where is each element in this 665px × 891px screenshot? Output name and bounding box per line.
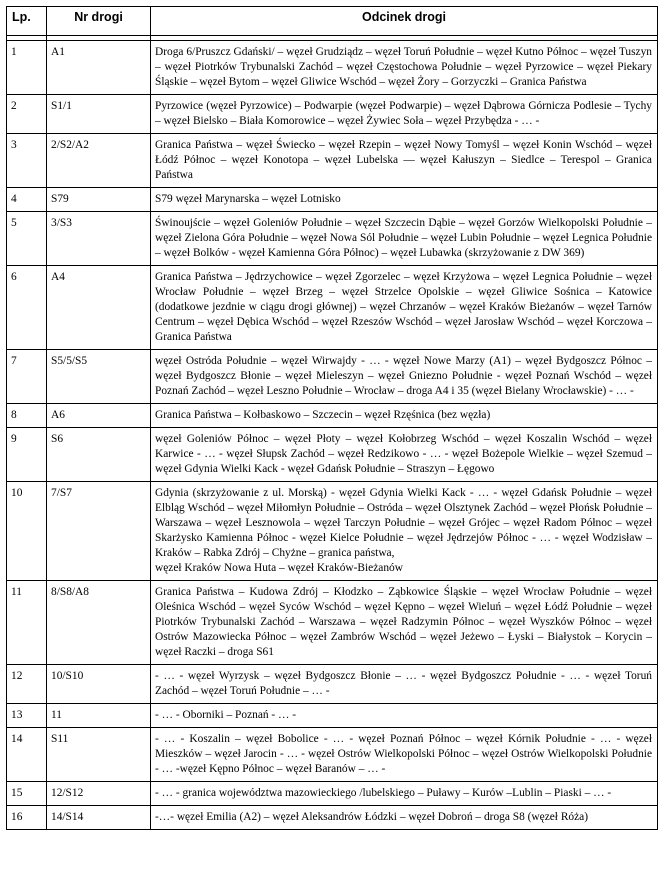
table-row: [7, 782, 658, 806]
road-number: 3/S3: [47, 212, 151, 266]
road-number: S11: [47, 728, 151, 782]
row-number: 9: [7, 428, 47, 482]
road-section: [151, 212, 658, 266]
table-row: [7, 41, 658, 95]
road-section: [151, 41, 658, 95]
road-section-text: węzeł Ostróda Południe – węzeł Wirwajdy - … - węzeł Nowe Marzy (A1) – węzeł Bydgoszcz Północ – węzeł Bydgoszcz Błonie – węzeł Mieleszyn – węzeł Gniezno Południe - węzeł Poznań Wschód – węzeł Poznań Zachód – węzeł Leszno Południe – Wrocław – droga A4 i 35 (węzeł Bielany Wrocławskie) - … -: [155, 355, 652, 397]
road-section-text: Droga 6/Pruszcz Gdański/ – węzeł Grudziądz – węzeł Toruń Południe – węzeł Kutno Północ – węzeł Tuszyn – węzeł Piotrków Trybunalski Zachód – węzeł Częstochowa Południe – węzeł Pyrzowice – węzeł Piekary Śląskie – węzeł Bytom – węzeł Gliwice Wschód – węzeł Żory – Gorzyczki – Granica Państwa: [155, 46, 652, 88]
road-section-text: Świnoujście – węzeł Goleniów Południe – węzeł Szczecin Dąbie – węzeł Gorzów Wielkopolski Południe – węzeł Zielona Góra Południe – węzeł Nowa Sól Południe – węzeł Lubin Południe – węzeł Legnica Południe – węzeł Bolków - węzeł Kamienna Góra Północ) – węzeł Lubawka (skrzyżowanie z DW 369): [155, 217, 652, 259]
road-number: 10/S10: [47, 665, 151, 704]
road-section-text: Pyrzowice (węzeł Pyrzowice) – Podwarpie (węzeł Podwarpie) – węzeł Dąbrowa Górnicza Podlesie – Tychy – węzeł Bielsko – Biała Komorowice – węzeł Żywiec Soła – węzeł Przybędza - … -: [155, 100, 652, 127]
road-section: [151, 134, 658, 188]
table-row: [7, 806, 658, 830]
road-section: [151, 266, 658, 350]
road-section-text: węzeł Goleniów Północ – węzeł Płoty – węzeł Kołobrzeg Wschód – węzeł Koszalin Wschód – węzeł Karwice - … - węzeł Słupsk Zachód – węzeł Redzikowo - … - węzeł Bożepole Wielkie – węzeł Szemud – węzeł Gdynia Wielki Kack - węzeł Gdańsk Południe – Straszyn – Łęgowo: [155, 433, 652, 475]
header-row: [7, 7, 658, 36]
road-section-text: - … - Koszalin – węzeł Bobolice - … - węzeł Poznań Północ – węzeł Kórnik Południe - … - węzeł Mieszków – węzeł Jarocin - … - węzeł Ostrów Wielkopolski Północ – węzeł Ostrów Wielkopolski Południe - … -węzeł Kępno Północ – węzeł Baranów – … -: [155, 733, 652, 775]
row-number: 1: [7, 41, 47, 95]
table-row: [7, 704, 658, 728]
road-section: [151, 704, 658, 728]
table-row: [7, 482, 658, 581]
road-number: 14/S14: [47, 806, 151, 830]
road-number: 12/S12: [47, 782, 151, 806]
table-row: [7, 728, 658, 782]
road-number: 2/S2/A2: [47, 134, 151, 188]
row-number: 5: [7, 212, 47, 266]
table-row: [7, 212, 658, 266]
road-section-text: węzeł Kraków Nowa Huta – węzeł Kraków-Bieżanów: [155, 562, 403, 574]
road-section: [151, 404, 658, 428]
table-row: [7, 581, 658, 665]
table-row: [7, 665, 658, 704]
road-section: [151, 782, 658, 806]
road-section-text: Granica Państwa – Jędrzychowice – węzeł Zgorzelec – węzeł Krzyżowa – węzeł Legnica Południe – węzeł Wrocław Południe – węzeł Brzeg – węzeł Strzelce Opolskie – węzeł Gliwice Sośnica – Katowice (dodatkowe jezdnie w ciągu drogi głównej) – węzeł Chrzanów – węzeł Kraków Bieżanów – węzeł Tarnów Centrum – węzeł Dębica Wschód – węzeł Rzeszów Wschód – węzeł Jarosław Wschód – węzeł Korczowa – Granica Państwa: [155, 271, 652, 343]
table-row: [7, 95, 658, 134]
road-number: A4: [47, 266, 151, 350]
row-number: 2: [7, 95, 47, 134]
row-number: 13: [7, 704, 47, 728]
road-number: 8/S8/A8: [47, 581, 151, 665]
road-section-text: Gdynia (skrzyżowanie z ul. Morską) - węzeł Gdynia Wielki Kack - … - węzeł Gdańsk Południe – węzeł Elbląg Wschód – węzeł Miłomłyn Południe – Ostróda – węzeł Olsztynek Zachód – węzeł Płońsk Południe – Warszawa – węzeł Lesznowola – węzeł Tarczyn Południe – węzeł Grójec – węzeł Radom Północ – węzeł Skarżysko Kamienna Północ - węzeł Kielce Południe – węzeł Jędrzejów Północ - … - węzeł Wodzisław – Kraków – Rabka Zdrój – Chyżne – granica państwa,: [155, 487, 652, 559]
road-section-text: - … - Oborniki – Poznań - … -: [155, 709, 297, 721]
road-section-text: S79 węzeł Marynarska – węzeł Lotnisko: [155, 193, 341, 205]
row-number: 8: [7, 404, 47, 428]
road-number: S5/5/S5: [47, 350, 151, 404]
road-section: [151, 350, 658, 404]
row-number: 12: [7, 665, 47, 704]
road-section: [151, 482, 658, 581]
road-section: [151, 728, 658, 782]
table-row: [7, 404, 658, 428]
road-section-text: Granica Państwa – Kudowa Zdrój – Kłodzko – Ząbkowice Śląskie – węzeł Wrocław Południe – węzeł Oleśnica Wschód – węzeł Syców Wschód – węzeł Kępno – węzeł Wieluń – węzeł Łódź Południe – węzeł Piotrków Trybunalski Zachód – Warszawa – węzeł Radzymin Północ – węzeł Wyszków Północ – węzeł Ostrów Mazowiecka Północ – węzeł Zambrów Wschód – węzeł Jeżewo – Łyski – Białystok – Korycin – węzeł Raczki – droga S61: [155, 586, 652, 658]
road-section-text: - … - granica województwa mazowieckiego /lubelskiego – Puławy – Kurów –Lublin – Piaski – … -: [155, 787, 612, 799]
road-section-text: - … - węzeł Wyrzysk – węzeł Bydgoszcz Błonie – … - węzeł Bydgoszcz Południe - … - węzeł Toruń Zachód – węzeł Toruń Południe – … -: [155, 670, 652, 697]
road-section-text: Granica Państwa – węzeł Świecko – węzeł Rzepin – węzeł Nowy Tomyśl – węzeł Konin Wschód – węzeł Łódź Północ – węzeł Konotopa – węzeł Lubelska — węzeł Kałuszyn – Siedlce – Terespol – Granica Państwa: [155, 139, 652, 181]
road-section: [151, 806, 658, 830]
row-number: 10: [7, 482, 47, 581]
road-number: S6: [47, 428, 151, 482]
road-number: 11: [47, 704, 151, 728]
row-number: 16: [7, 806, 47, 830]
road-section: [151, 581, 658, 665]
table-row: [7, 266, 658, 350]
header-road-number: Nr drogi: [47, 7, 151, 36]
road-section: [151, 188, 658, 212]
document: [6, 6, 658, 830]
header-road-section: Odcinek drogi: [151, 7, 658, 36]
road-section-text: Granica Państwa – Kołbaskowo – Szczecin – węzeł Rzęśnica (bez węzła): [155, 409, 491, 421]
row-number: 3: [7, 134, 47, 188]
road-number: S1/1: [47, 95, 151, 134]
road-number: A1: [47, 41, 151, 95]
roads-table: [6, 6, 658, 830]
table-row: [7, 188, 658, 212]
row-number: 15: [7, 782, 47, 806]
road-number: 7/S7: [47, 482, 151, 581]
road-number: A6: [47, 404, 151, 428]
row-number: 7: [7, 350, 47, 404]
table-body: [7, 41, 658, 830]
row-number: 14: [7, 728, 47, 782]
row-number: 6: [7, 266, 47, 350]
table-row: [7, 134, 658, 188]
row-number: 4: [7, 188, 47, 212]
row-number: 11: [7, 581, 47, 665]
road-section-text: -…- węzeł Emilia (A2) – węzeł Aleksandrów Łódzki – węzeł Dobroń – droga S8 (węzeł Róża): [155, 811, 589, 823]
header-lp: Lp.: [7, 7, 47, 36]
table-row: [7, 350, 658, 404]
road-section: [151, 95, 658, 134]
road-section: [151, 665, 658, 704]
road-section: [151, 428, 658, 482]
table-row: [7, 428, 658, 482]
road-number: S79: [47, 188, 151, 212]
